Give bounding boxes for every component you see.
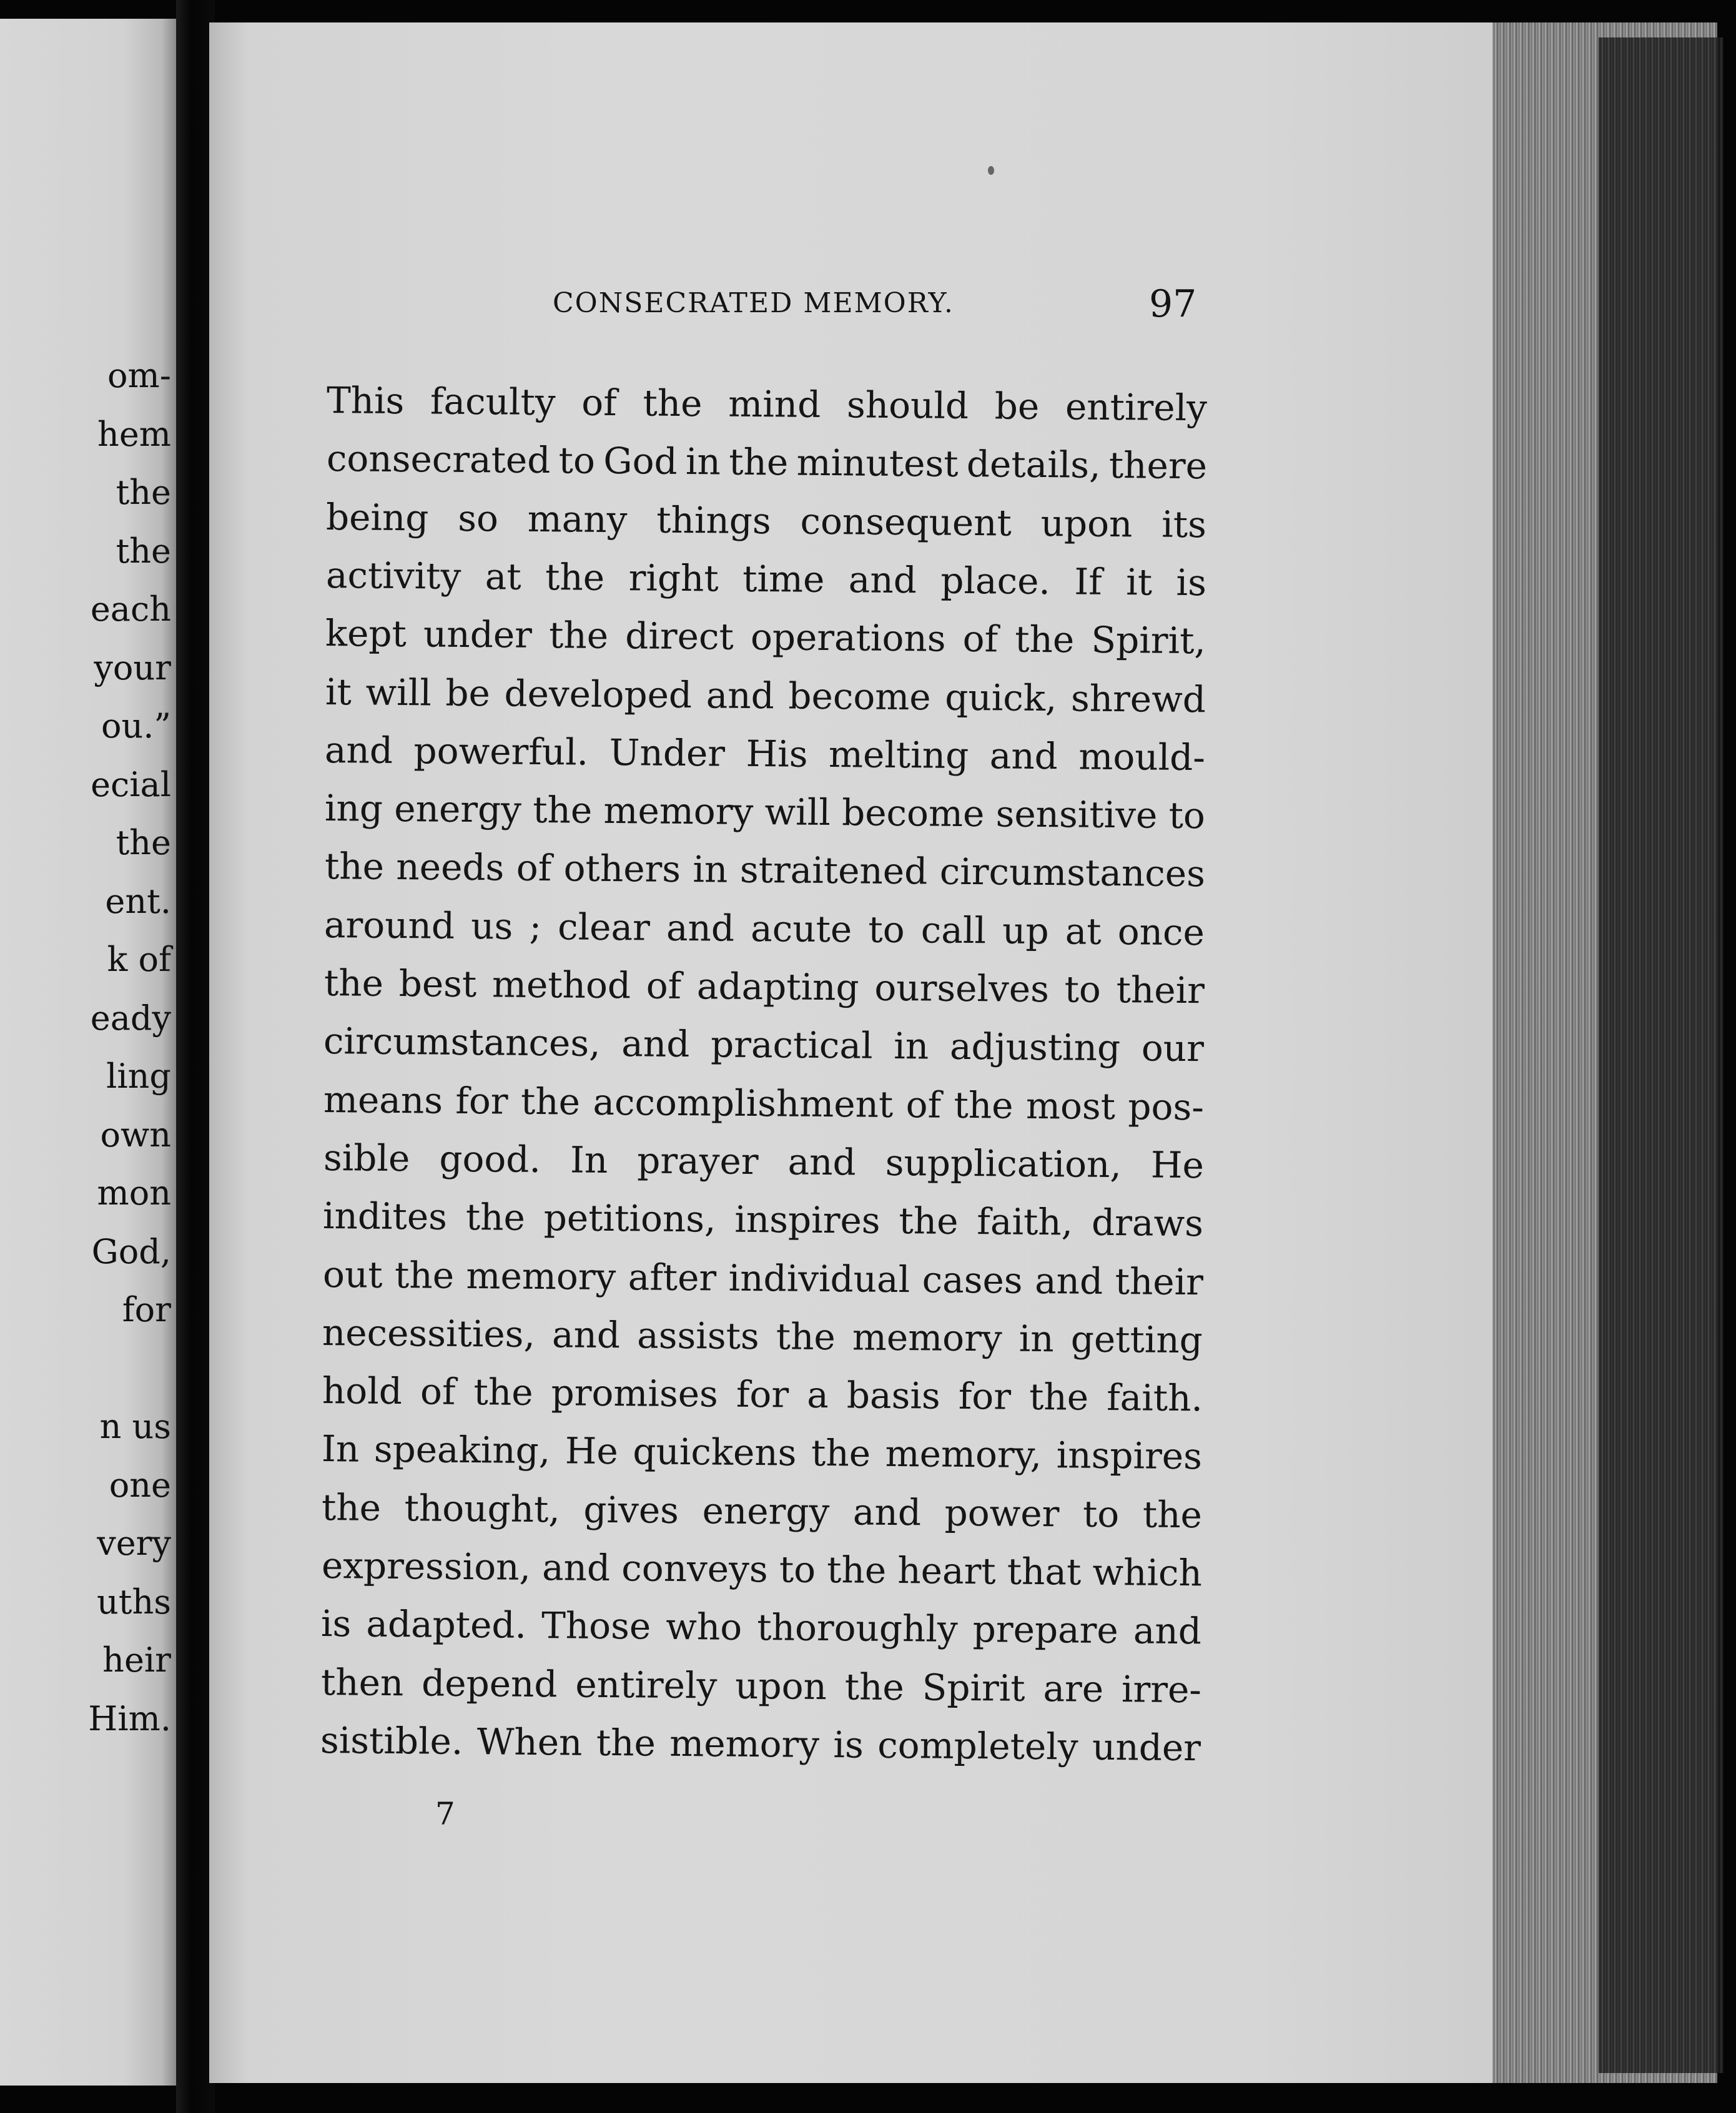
word: their [1115,1259,1203,1303]
word: conveys [621,1547,768,1591]
word: to [868,908,905,951]
word: memory [669,1721,820,1766]
word: under [423,613,533,657]
word: faith, [977,1200,1073,1244]
word: of [905,1083,942,1126]
word: right [628,556,719,600]
left-page-line-fragment: each [90,589,171,629]
body-line [321,1544,1202,1595]
word: the [899,1199,959,1243]
word: petitions, [543,1196,716,1241]
word: consecrated [326,437,551,482]
word: needs [395,845,505,889]
body-line [324,845,1205,895]
word: pos- [1128,1085,1205,1128]
word: developed [504,672,693,716]
word: the [1015,618,1075,661]
page-number: 97 [1149,282,1197,326]
word: be [994,385,1040,428]
word: out [322,1253,383,1296]
word: the [549,614,609,658]
word: of [646,964,682,1007]
word: at [485,555,521,598]
running-head: CONSECRATED MEMORY. [553,287,954,319]
word: upon [734,1664,827,1708]
word: quickens [633,1430,797,1475]
left-page-line-fragment: very [97,1524,171,1563]
word: upon [1040,501,1133,545]
word: and [1034,1259,1103,1303]
word: become [841,791,985,835]
word: entirely [575,1663,718,1707]
left-page-line-fragment: your [94,648,171,687]
word: mould- [1078,735,1206,779]
word: in [1018,1317,1055,1361]
body-line [325,495,1207,546]
word: and [989,734,1058,778]
word: heart [897,1549,996,1593]
word: quick, [944,676,1057,719]
body-line [322,1427,1203,1478]
word: is [320,1602,352,1645]
word: to [779,1548,816,1591]
left-page-line-fragment: Him. [88,1698,171,1738]
word: entirely [1065,385,1208,430]
word: clear [558,905,651,949]
word: speaking, [374,1428,551,1472]
word: sistible. [320,1718,463,1763]
body-line [326,379,1208,430]
body-line [323,962,1205,1012]
word: He [1150,1143,1204,1187]
word: best [398,962,477,1006]
body-line [320,1660,1201,1711]
body-line [322,1369,1203,1420]
word: details, [966,443,1101,487]
word: be [445,671,491,714]
word: His [746,732,809,776]
word: basis [846,1374,940,1417]
word: expression, [321,1544,531,1588]
word: minutest [796,441,959,486]
word: then [320,1660,404,1704]
word: so [458,496,499,540]
word: thought, [404,1486,561,1531]
word: around [323,903,455,947]
word: adapted. [366,1602,527,1647]
word: at [1065,910,1102,953]
body-line [322,1311,1203,1362]
word: consequent [800,500,1012,544]
word: mind [727,382,821,426]
word: indites [322,1194,448,1238]
word: their [1116,968,1205,1012]
word: things [656,498,772,542]
word: the [1028,1375,1089,1419]
left-page-line-fragment: k of [107,940,171,979]
ink-speck [988,166,994,175]
word: should [846,383,969,427]
word: its [1161,503,1207,546]
word: memory, [885,1432,1042,1477]
body-line [325,553,1206,604]
word: will [365,671,432,714]
word: to [1082,1492,1120,1535]
word: us [471,904,513,948]
word: Spirit, [1091,618,1206,662]
word: circumstances, [323,1020,601,1065]
word: of [962,618,999,661]
left-page-line-fragment: one [109,1465,171,1505]
word: time [742,557,825,601]
signature-mark: 7 [435,1796,455,1832]
word: energy [394,787,522,831]
word: the [323,962,384,1005]
word: kept [325,612,407,656]
left-page-line-fragment: hem [97,414,171,454]
word: completely [877,1723,1079,1768]
body-line [321,1485,1203,1536]
word: in [685,440,721,483]
page-fore-edge-shadow [1599,37,1724,2073]
left-page-line-fragment: God, [91,1231,171,1271]
word: faculty [430,380,556,424]
word: sensitive [995,792,1158,837]
word: cases [922,1258,1023,1302]
word: and [552,1313,621,1356]
left-page-line-fragment: ecial [91,764,171,804]
word: the [394,1253,455,1297]
word: This [326,379,405,423]
word: and [325,728,393,772]
word: most [1025,1084,1116,1128]
word: the [533,789,593,832]
word: melting [829,732,970,777]
body-line [325,670,1206,721]
word: the [520,1080,581,1123]
body-line [323,1078,1205,1128]
body-line [323,1020,1205,1070]
word: If [1073,560,1102,603]
word: our [1141,1027,1205,1070]
body-line [320,1602,1202,1653]
word: energy [702,1489,830,1533]
word: acute [751,907,852,951]
word: is [1176,561,1206,604]
word: the [324,845,384,889]
body-line [323,1136,1204,1187]
body-line [323,903,1205,953]
word: means [323,1078,443,1122]
word: Spirit [922,1665,1025,1710]
word: and [541,1546,611,1590]
word: place. [940,559,1050,603]
word: the [954,1083,1013,1127]
word: In [322,1427,360,1470]
left-page-line-fragment: heir [102,1640,171,1680]
word: prepare [972,1608,1119,1652]
word: after [628,1255,717,1299]
left-page-line-fragment: ou.” [101,706,171,746]
word: ; [529,905,542,948]
word: which [1092,1550,1202,1595]
word: supplication, [885,1141,1122,1186]
word: the [1142,1493,1203,1536]
word: the [826,1549,887,1592]
word: faith. [1106,1376,1203,1420]
word: operations [751,616,947,660]
word: promises [551,1371,719,1416]
word: a [806,1373,829,1417]
word: to [1064,968,1101,1011]
left-page-line-fragment: own [100,1115,171,1155]
word: straitened [739,849,928,893]
word: and [852,1490,922,1534]
word: there [1108,444,1207,488]
word: become [788,674,931,718]
word: call [920,909,987,952]
word: getting [1070,1318,1203,1362]
word: depend [421,1662,558,1705]
word: adapting [696,965,859,1009]
word: and [706,673,774,717]
word: adjusting [950,1025,1121,1070]
word: prayer [636,1139,759,1183]
body-line [322,1253,1203,1303]
word: the [776,1315,836,1358]
word: irre- [1121,1667,1201,1711]
left-page-line-fragment: uths [97,1582,171,1622]
word: When [476,1720,583,1764]
word: for [736,1372,789,1416]
left-page-line-fragment: the [116,531,171,571]
word: the [321,1485,382,1529]
word: it [325,670,352,713]
word: the [811,1432,871,1475]
body-line [325,728,1206,779]
word: In [570,1138,608,1181]
word: and [621,1022,691,1066]
word: activity [325,553,461,598]
word: the [596,1721,656,1765]
left-page-line-fragment: the [116,473,171,512]
word: in [692,848,728,892]
left-page-line-fragment: for [122,1290,171,1329]
body-line [324,787,1206,837]
word: hold [322,1369,403,1413]
word: the [473,1371,533,1414]
word: others [563,847,681,891]
word: of [581,381,618,425]
word: for [455,1079,508,1123]
word: draws [1091,1201,1204,1245]
word: God [603,440,678,483]
word: Under [609,731,726,775]
word: once [1117,910,1205,953]
word: method [491,963,631,1007]
word: of [516,847,552,890]
word: is [833,1723,864,1766]
body-line [325,612,1206,662]
word: the [545,555,605,599]
word: ing [324,787,383,830]
word: to [558,439,595,483]
word: good. [438,1137,541,1181]
word: memory [852,1316,1003,1360]
word: the [844,1665,904,1708]
word: in [894,1025,929,1068]
word: individual [728,1256,910,1301]
word: thoroughly [757,1606,959,1651]
left-page-line-fragment: mon [97,1173,171,1213]
word: Those [541,1604,651,1648]
word: the [643,382,703,425]
word: of [420,1370,456,1413]
word: accomplishment [593,1080,894,1126]
word: and [1133,1609,1202,1653]
word: up [1002,909,1050,952]
word: and [787,1140,856,1184]
word: being [325,495,429,539]
word: powerful. [413,729,589,774]
word: direct [625,614,734,658]
left-page-line-fragment: ling [106,1056,171,1096]
word: will [764,791,831,834]
word: memory [603,789,754,834]
word: for [958,1374,1012,1418]
word: ourselves [874,966,1050,1011]
word: inspires [734,1198,880,1242]
word: the [728,440,789,484]
word: that [1007,1550,1082,1593]
word: practical [711,1023,874,1067]
word: and [848,558,917,602]
word: to [1168,794,1206,837]
left-page-line-fragment: n us [99,1407,171,1446]
word: inspires [1056,1434,1203,1478]
body-line [320,1718,1201,1770]
word: under [1092,1725,1201,1770]
word: memory [465,1254,616,1298]
left-page-line-fragment: the [116,823,171,862]
word: gives [583,1488,679,1532]
word: power [944,1491,1060,1535]
body-line [326,437,1207,488]
word: many [527,497,628,541]
word: assists [637,1314,760,1357]
word: necessities, [322,1311,536,1356]
word: circumstances [939,850,1205,895]
word: the [465,1196,526,1239]
left-facing-page [0,19,176,2086]
word: shrewd [1070,676,1206,721]
word: it [1125,561,1153,604]
word: who [666,1605,742,1649]
left-page-line-fragment: ent. [105,881,171,921]
left-page-line-fragment: om- [107,356,171,395]
left-page-line-fragment: eady [90,998,171,1038]
word: sible [323,1136,410,1180]
word: and [666,906,735,950]
word: He [565,1429,619,1473]
word: are [1042,1667,1104,1710]
